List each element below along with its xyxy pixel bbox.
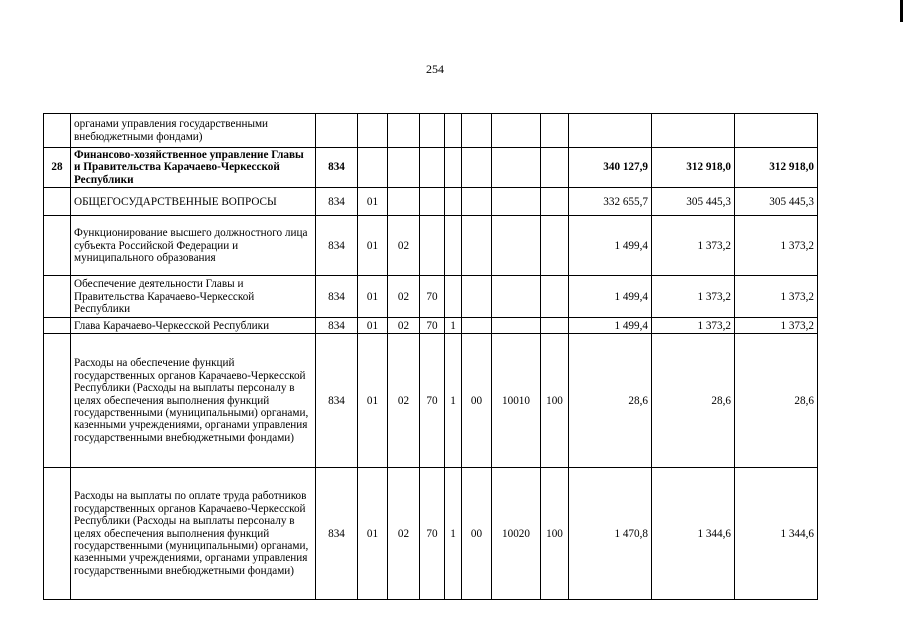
code-cell: 100 — [541, 334, 569, 468]
code-cell: 834 — [316, 334, 358, 468]
table-row — [44, 114, 818, 148]
amount-cell: 28,6 — [652, 334, 735, 468]
code-cell — [462, 148, 492, 188]
amount-cell: 1 373,2 — [735, 276, 818, 318]
code-cell — [492, 114, 541, 148]
code-cell: 02 — [388, 276, 420, 318]
code-cell: 834 — [316, 276, 358, 318]
code-cell — [388, 148, 420, 188]
amount-cell: 1 373,2 — [735, 318, 818, 334]
code-cell — [358, 148, 388, 188]
amount-cell: 305 445,3 — [652, 188, 735, 216]
code-cell: 01 — [358, 188, 388, 216]
amount-cell: 1 499,4 — [569, 318, 652, 334]
code-cell: 01 — [358, 276, 388, 318]
code-cell — [316, 114, 358, 148]
amount-cell: 340 127,9 — [569, 148, 652, 188]
item-name-cell: Функционирование высшего должностного лица субъекта Российской Федерации и муниципального образования — [71, 216, 316, 276]
amount-cell: 1 344,6 — [652, 468, 735, 600]
item-name-cell: Финансово-хозяйственное управление Главы и Правительства Карачаево-Черкесской Республики — [71, 148, 316, 188]
code-cell: 01 — [358, 216, 388, 276]
code-cell — [358, 114, 388, 148]
code-cell: 01 — [358, 318, 388, 334]
code-cell — [541, 188, 569, 216]
code-cell — [541, 318, 569, 334]
code-cell: 834 — [316, 318, 358, 334]
code-cell: 834 — [316, 468, 358, 600]
code-cell — [492, 148, 541, 188]
row-number-cell — [44, 318, 71, 334]
code-cell — [462, 276, 492, 318]
code-cell: 02 — [388, 334, 420, 468]
amount-cell: 1 373,2 — [735, 216, 818, 276]
code-cell: 10010 — [492, 334, 541, 468]
code-cell: 01 — [358, 334, 388, 468]
item-name-cell: Расходы на обеспечение функций государственных органов Карачаево-Черкесской Республики (Расходы на выплаты персоналу в целях обеспечения выполнения функций государственными (муниципальными) органами, казенными учреждениями, органами управления государственными внебюджетными фондами) — [71, 334, 316, 468]
row-number-cell — [44, 216, 71, 276]
code-cell: 00 — [462, 468, 492, 600]
amount-cell: 1 499,4 — [569, 216, 652, 276]
row-number-cell — [44, 468, 71, 600]
item-name-cell: Глава Карачаево-Черкесской Республики — [71, 318, 316, 334]
code-cell: 70 — [420, 318, 445, 334]
code-cell: 70 — [420, 468, 445, 600]
code-cell: 02 — [388, 318, 420, 334]
item-name-cell: Обеспечение деятельности Главы и Правительства Карачаево-Черкесской Республики — [71, 276, 316, 318]
code-cell — [420, 188, 445, 216]
code-cell: 100 — [541, 468, 569, 600]
code-cell: 1 — [445, 334, 462, 468]
code-cell — [445, 114, 462, 148]
code-cell — [492, 318, 541, 334]
code-cell — [462, 318, 492, 334]
amount-cell: 1 499,4 — [569, 276, 652, 318]
code-cell — [445, 216, 462, 276]
code-cell: 00 — [462, 334, 492, 468]
table-row — [44, 188, 818, 216]
amount-cell: 312 918,0 — [735, 148, 818, 188]
code-cell: 02 — [388, 216, 420, 276]
amount-cell: 332 655,7 — [569, 188, 652, 216]
code-cell — [541, 276, 569, 318]
page-edge-mark — [900, 0, 903, 22]
code-cell: 70 — [420, 276, 445, 318]
row-number-cell — [44, 188, 71, 216]
row-number-cell — [44, 276, 71, 318]
code-cell — [388, 188, 420, 216]
code-cell — [492, 188, 541, 216]
amount-cell: 28,6 — [735, 334, 818, 468]
code-cell: 834 — [316, 216, 358, 276]
item-name-cell: ОБЩЕГОСУДАРСТВЕННЫЕ ВОПРОСЫ — [71, 188, 316, 216]
code-cell — [420, 114, 445, 148]
code-cell — [541, 114, 569, 148]
code-cell — [462, 188, 492, 216]
code-cell: 834 — [316, 188, 358, 216]
code-cell: 70 — [420, 334, 445, 468]
code-cell — [445, 276, 462, 318]
amount-cell: 1 373,2 — [652, 318, 735, 334]
amount-cell: 1 344,6 — [735, 468, 818, 600]
code-cell — [388, 114, 420, 148]
table-row — [44, 318, 818, 334]
code-cell: 10020 — [492, 468, 541, 600]
code-cell: 1 — [445, 468, 462, 600]
amount-cell: 1 373,2 — [652, 216, 735, 276]
amount-cell — [652, 114, 735, 148]
page-number: 254 — [426, 62, 444, 76]
row-number-cell: 28 — [44, 148, 71, 188]
item-name-cell: органами управления государственными внебюджетными фондами) — [71, 114, 316, 148]
code-cell: 01 — [358, 468, 388, 600]
code-cell — [445, 148, 462, 188]
amount-cell: 1 470,8 — [569, 468, 652, 600]
code-cell — [462, 114, 492, 148]
row-number-cell — [44, 114, 71, 148]
amount-cell: 1 373,2 — [652, 276, 735, 318]
amount-cell: 305 445,3 — [735, 188, 818, 216]
amount-cell: 28,6 — [569, 334, 652, 468]
code-cell: 834 — [316, 148, 358, 188]
code-cell — [445, 188, 462, 216]
code-cell — [541, 148, 569, 188]
code-cell: 1 — [445, 318, 462, 334]
code-cell: 02 — [388, 468, 420, 600]
amount-cell: 312 918,0 — [652, 148, 735, 188]
code-cell — [420, 148, 445, 188]
table-row — [44, 468, 818, 600]
table-row — [44, 148, 818, 188]
budget-table — [43, 113, 818, 600]
table-row — [44, 276, 818, 318]
code-cell — [541, 216, 569, 276]
amount-cell — [735, 114, 818, 148]
code-cell — [492, 276, 541, 318]
item-name-cell: Расходы на выплаты по оплате труда работников государственных органов Карачаево-Черкесской Республики (Расходы на выплаты персоналу в целях обеспечения выполнения функций государственными (муниципальными) органами, казенными учреждениями, органами управления государственными внебюджетными фондами) — [71, 468, 316, 600]
amount-cell — [569, 114, 652, 148]
row-number-cell — [44, 334, 71, 468]
code-cell — [462, 216, 492, 276]
table-row — [44, 216, 818, 276]
table-row — [44, 334, 818, 468]
code-cell — [492, 216, 541, 276]
code-cell — [420, 216, 445, 276]
